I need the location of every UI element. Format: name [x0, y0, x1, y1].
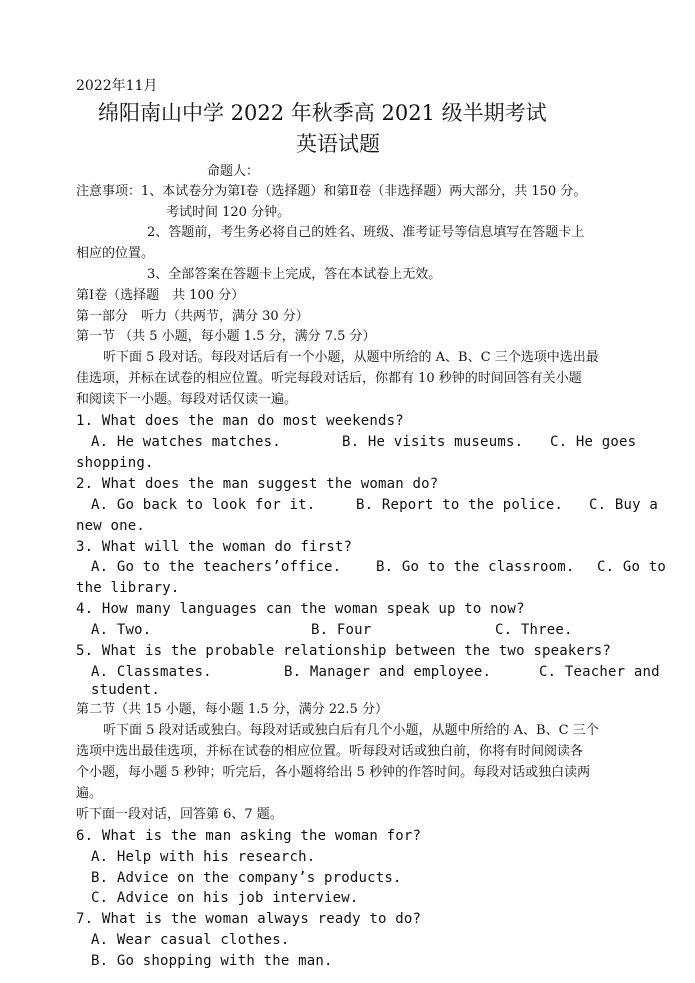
- exam-subtitle: 英语试题: [296, 132, 380, 156]
- q4-option-c: C. Three.: [495, 622, 573, 638]
- part-1-header: 第一部分 听力（共两节，满分 30 分）: [76, 309, 309, 324]
- section-2-instruction: 听下面 5 段对话或独白。每段对话或独白后有几个小题，从题中所给的 A、B、C 三个: [103, 723, 599, 738]
- section-2-instruction-cont2: 个小题，每小题 5 秒钟；听完后，各小题将给出 5 秒钟的作答时间。每段对话或独白读两: [76, 765, 591, 780]
- q5-option-b: B. Manager and employee.: [284, 664, 492, 680]
- q5-option-c-cont: student.: [91, 682, 161, 698]
- q7-option-b: B. Go shopping with the man.: [91, 953, 333, 969]
- q6-option-c: C. Advice on his job interview.: [91, 890, 359, 906]
- q7-option-a: A. Wear casual clothes.: [91, 932, 290, 948]
- dialogue-lead-6-7: 听下面一段对话，回答第 6、7 题。: [76, 807, 283, 822]
- note-1: 注意事项：1、本试卷分为第Ⅰ卷（选择题）和第Ⅱ卷（非选择题）两大部分，共 150 分。: [76, 184, 587, 199]
- q5-option-a: A. Classmates.: [91, 664, 212, 680]
- question-3: 3. What will the woman do first?: [76, 539, 353, 555]
- section-1-header: 第一节 （共 5 小题，每小题 1.5 分，满分 7.5 分）: [76, 329, 376, 344]
- q5-option-c: C. Teacher and: [539, 664, 660, 680]
- q3-option-c: C. Go to: [597, 559, 667, 575]
- q3-option-c-cont: the library.: [76, 580, 180, 596]
- q2-option-c: C. Buy a: [589, 497, 659, 513]
- section-2-instruction-cont: 选项中选出最佳选项，并标在试卷的相应位置。听每段对话或独白前，你将有时间阅读各: [76, 744, 584, 759]
- author-line: 命题人：: [207, 164, 260, 179]
- question-6: 6. What is the man asking the woman for?: [76, 828, 422, 844]
- question-7: 7. What is the woman always ready to do?: [76, 911, 422, 927]
- q1-option-b: B. He visits museums.: [342, 434, 524, 450]
- note-1-cont: 考试时间 120 分钟。: [166, 205, 291, 220]
- q3-option-b: B. Go to the classroom.: [376, 559, 575, 575]
- q4-option-b: B. Four: [311, 622, 372, 638]
- q4-option-a: A. Two.: [91, 622, 152, 638]
- q1-option-c-cont: shopping.: [76, 455, 154, 471]
- volume-1-header: 第Ⅰ卷（选择题 共 100 分）: [76, 288, 245, 303]
- question-4: 4. How many languages can the woman speak up to now?: [76, 601, 525, 617]
- note-2: 2、答题前，考生务必将自己的姓名、班级、准考证号等信息填写在答题卡上: [147, 225, 585, 240]
- question-5: 5. What is the probable relationship between the two speakers?: [76, 643, 611, 659]
- section-2-instruction-cont3: 遍。: [76, 786, 103, 801]
- q2-option-a: A. Go back to look for it.: [91, 497, 316, 513]
- q3-option-a: A. Go to the teachers’office.: [91, 559, 342, 575]
- question-2: 2. What does the man suggest the woman do?: [76, 476, 439, 492]
- q6-option-b: B. Advice on the company’s products.: [91, 870, 402, 886]
- exam-title: 绵阳南山中学 2022 年秋季高 2021 级半期考试: [98, 101, 547, 125]
- note-3: 3、全部答案在答题卡上完成，答在本试卷上无效。: [147, 267, 442, 282]
- section-1-instruction-cont2: 和阅读下一小题。每段对话仅读一遍。: [76, 392, 298, 407]
- q2-option-b: B. Report to the police.: [356, 497, 564, 513]
- question-1: 1. What does the man do most weekends?: [76, 413, 404, 429]
- note-2-cont: 相应的位置。: [76, 246, 155, 261]
- q2-option-c-cont: new one.: [76, 518, 146, 534]
- q1-option-c: C. He goes: [550, 434, 637, 450]
- exam-date: 2022年11月: [76, 78, 158, 94]
- q1-option-a: A. He watches matches.: [91, 434, 281, 450]
- q6-option-a: A. Help with his research.: [91, 849, 316, 865]
- section-1-instruction: 听下面 5 段对话。每段对话后有一个小题，从题中所给的 A、B、C 三个选项中选出最: [103, 350, 599, 365]
- section-2-header: 第二节（共 15 小题，每小题 1.5 分，满分 22.5 分）: [76, 702, 388, 717]
- section-1-instruction-cont: 佳选项，并标在试卷的相应位置。听完每段对话后，你都有 10 秒钟的时间回答有关小题: [76, 371, 582, 386]
